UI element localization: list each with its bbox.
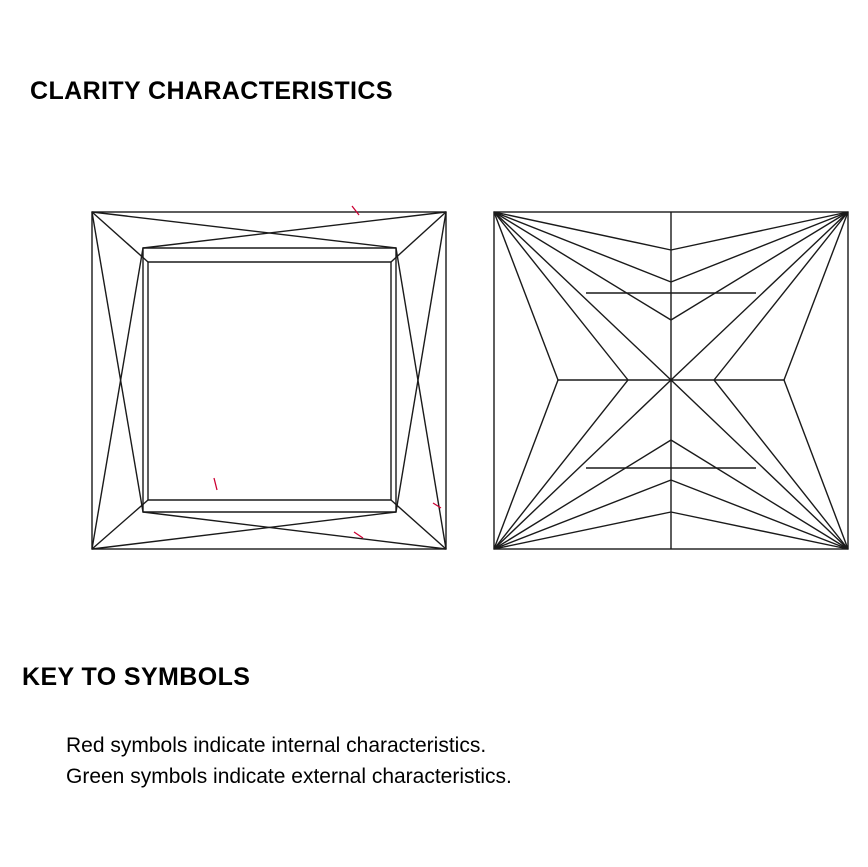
key-to-symbols-heading: KEY TO SYMBOLS <box>22 663 251 691</box>
clarity-characteristics-heading: CLARITY CHARACTERISTICS <box>30 77 393 105</box>
legend-block <box>66 730 512 792</box>
pavilion-view-diagram <box>488 190 858 565</box>
crown-view-svg <box>86 190 456 560</box>
pavilion-view-svg <box>488 190 858 560</box>
diagram-area <box>0 190 868 590</box>
internal-clarity-marks <box>214 206 441 538</box>
crown-view-diagram <box>86 190 456 565</box>
legend-line-external: Green symbols indicate external characteristics. <box>66 765 512 788</box>
legend-line-internal: Red symbols indicate internal characteristics. <box>66 734 487 757</box>
